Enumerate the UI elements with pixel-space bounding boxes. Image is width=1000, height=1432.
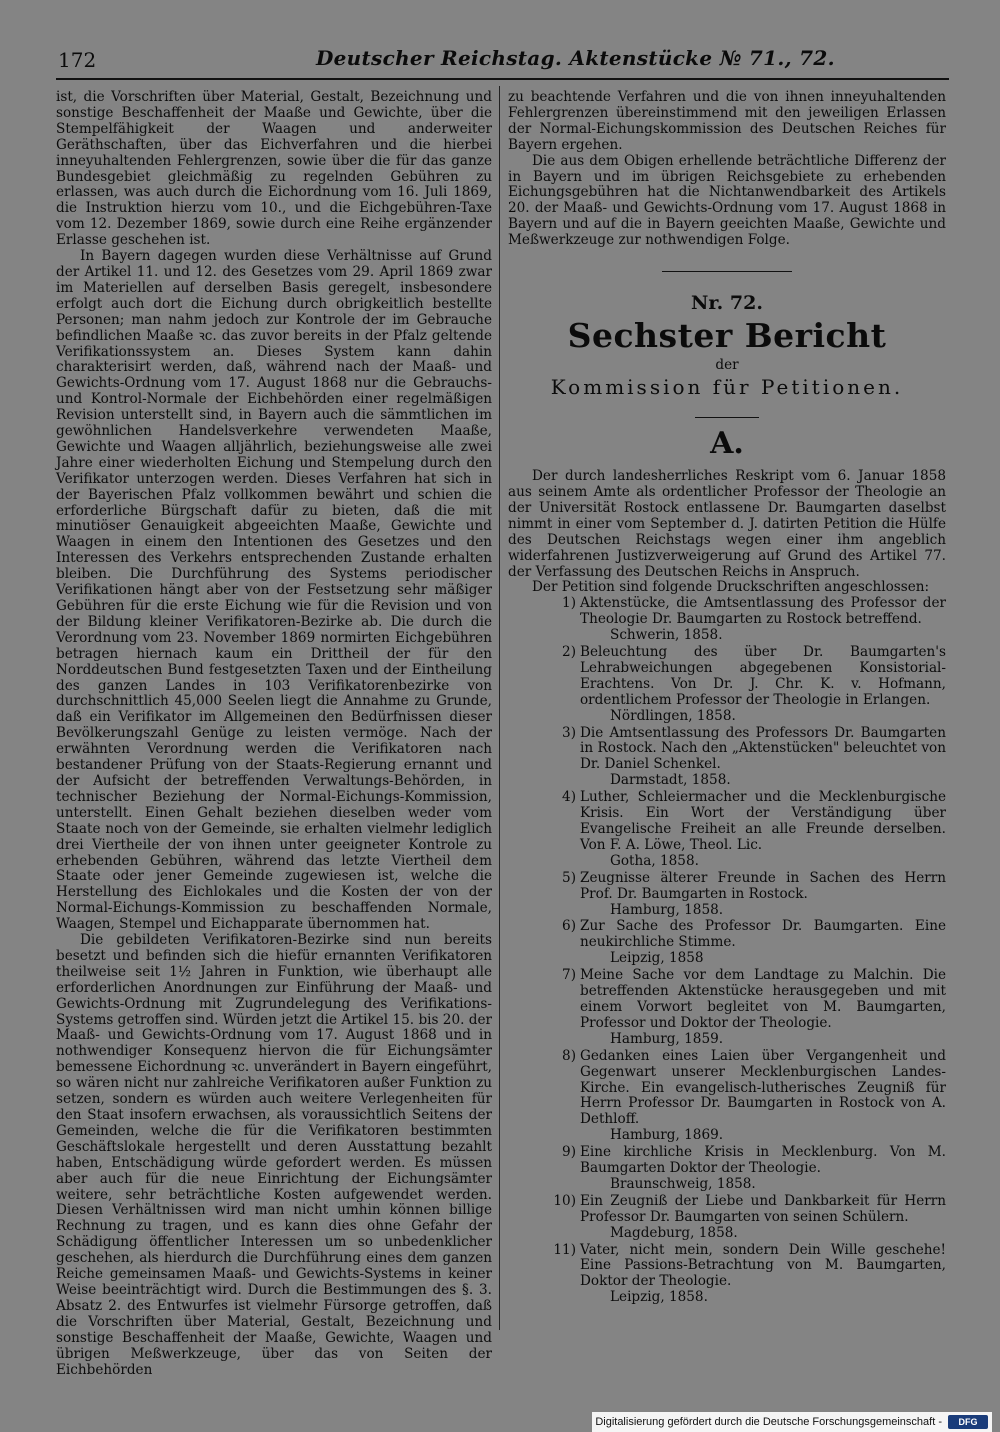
digitization-credit <box>592 1412 992 1432</box>
report-number: Nr. 72. <box>691 292 763 315</box>
list-item <box>508 1049 946 1144</box>
dfg-logo: DFG <box>948 1415 988 1429</box>
list-item-number: 5) <box>562 869 576 886</box>
column-rule <box>499 86 500 1330</box>
list-item-text: Meine Sache vor dem Landtage zu Malchin. Die betreffenden Aktenstücke herausgegeben und mit einem Vorwort begleitet von M. Baumgarten, Professor und Doktor der Theologie. <box>580 967 946 1031</box>
list-item <box>508 790 946 870</box>
report-commission: Kommission für Petitionen. <box>550 375 904 400</box>
left-paragraph-3: Die gebildeten Verifikatoren-Bezirke sind nun bereits besetzt und befinden sich die hiefür ernannten Verifikatoren theilweise seit 1½ Jahren in Funktion, wie überhaupt alle erforderlichen Anordnungen zur Einführung der Maaß- und Gewichts-Ordnung mit Zugrundelegung des Verifikations-Systems getroffen sind. Würden jetzt die Artikel 15. bis 20. der Maaß- und Gewichts-Ordnung vom 17. August 1868 und in nothwendiger Konsequenz hiervon die für Eichungsämter bemessene Eichordnung ꝛc. unverändert in Bayern eingeführt, so wären nicht nur zahlreiche Verifikatoren außer Funktion zu setzen, sondern es würden auch weitere Verlegenheiten für den Staat insofern erwachsen, als voraussichtlich Seitens der Gemeinden, welche die für die Verifikatoren bestimmten Geschäftslokale hergestellt und deren Ausstattung bezahlt haben, Entschädigung würde gefordert werden. Es müssen aber auch für die neue Einrichtung der Eichungsämter weitere, sehr beträchtliche Kosten aufgewendet werden. Diesen Verhältnissen wird man nicht umhin können billige Rechnung zu tragen, und es kann dies ohne Gefahr der Schädigung öffentlicher Interessen um so unbedenklicher geschehen, als hierdurch die Durchführung eines dem ganzen Reiche gemeinsamen Maaß- und Gewichts-Systems in keiner Weise beeinträchtigt wird. Durch die Bestimmungen des §. 3. Absatz 2. des Entwurfes ist vielmehr Fürsorge getroffen, daß die Vorschriften über Material, Gestalt, Bezeichnung und sonstige Beschaffenheit der Maaße, Gewichte, Waagen und übrigen Meßwerkzeuge, über das von Seiten der Eichbehörden <box>56 932 492 1378</box>
list-item-text: Luther, Schleiermacher und die Mecklenburgische Krisis. Ein Wort der Verständigung über Evangelische Freiheit an alle Freunde derselben. Von F. A. Löwe, Theol. Lic. <box>580 789 946 853</box>
list-item-place: Braunschweig, 1858. <box>610 1175 756 1192</box>
list-item-number: 8) <box>562 1047 576 1064</box>
list-item-number: 3) <box>562 724 576 741</box>
left-paragraph-1: ist, die Vorschriften über Material, Gestalt, Bezeichnung und sonstige Beschaffenheit der Maaße und Gewichte, über die Stempelfähigkeit der Waagen und anderweiter Geräthschaften, über das Eichverfahren und die hierbei inneyuhaltenden Fehlergrenzen, sowie über die für das ganze Bundesgebiet gleichmäßig zu regelnden Gebühren zu erlassen, was auch durch die Eichordnung vom 16. Juli 1869, die Instruktion hierzu vom 10., und die Eichgebühren-Taxe vom 12. Dezember 1869, sowie durch eine Reihe ergänzender Erlasse geschehen ist. <box>56 89 492 249</box>
list-item <box>508 968 946 1048</box>
list-item-number: 2) <box>562 644 576 661</box>
list-item-number: 7) <box>562 967 576 984</box>
list-item-number: 1) <box>562 595 576 612</box>
list-item-text: Eine kirchliche Krisis in Mecklenburg. Von M. Baumgarten Doktor der Theologie. <box>580 1144 946 1177</box>
list-item-text: Vater, nicht mein, sondern Dein Wille geschehe! Eine Passions-Betrachtung von M. Baumgarten, Doktor der Theologie. <box>580 1241 946 1290</box>
list-item-place: Hamburg, 1858. <box>610 901 724 918</box>
list-item-place: Hamburg, 1869. <box>610 1127 724 1144</box>
title-divider <box>695 417 759 418</box>
header-rule <box>56 78 949 80</box>
list-item-place: Leipzig, 1858. <box>610 1289 708 1306</box>
list-item <box>508 645 946 725</box>
list-item-place: Schwerin, 1858. <box>610 627 723 644</box>
publication-list-intro: Der Petition sind folgende Druckschriften angeschlossen: <box>532 579 930 596</box>
list-item <box>508 919 946 967</box>
page-number: 172 <box>58 48 97 72</box>
list-item <box>508 1194 946 1242</box>
list-item <box>508 596 946 644</box>
report-der: der <box>715 357 739 374</box>
page-header <box>58 44 948 74</box>
section-divider <box>662 271 792 272</box>
list-item-text: Aktenstücke, die Amtsentlassung des Professor der Theologie Dr. Baumgarten zu Rostock betreffend. <box>580 595 946 628</box>
left-column <box>56 90 492 1378</box>
list-item-number: 6) <box>562 918 576 935</box>
list-item-place: Leipzig, 1858 <box>610 950 704 967</box>
list-item-text: Die Amtsentlassung des Professors Dr. Baumgarten in Rostock. Nach den „Aktenstücken" beleuchtet von Dr. Daniel Schenkel. <box>580 724 946 773</box>
list-item-text: Beleuchtung des über Dr. Baumgarten's Lehrabweichungen abgegebenen Konsistorial-Erachtens. Von Dr. J. Chr. K. v. Hofmann, ordentlichem Professor der Theologie in Erlangen. <box>580 644 946 708</box>
publication-list <box>508 596 946 1306</box>
right-paragraph-2: Die aus dem Obigen erhellende beträchtliche Differenz der in Bayern und im übrigen Reichsgebiete zu erhebenden Eichungsgebühren hat die Nichtanwendbarkeit des Artikels 20. der Maaß- und Gewichts-Ordnung vom 17. August 1868 in Bayern und auf die in Bayern geeichten Maaße, Gewichte und Meßwerkzeuge zur nothwendigen Folge. <box>508 152 946 249</box>
left-paragraph-2: In Bayern dagegen wurden diese Verhältnisse auf Grund der Artikel 11. und 12. des Gesetzes vom 29. April 1869 zwar im Materiellen auf derselben Basis geregelt, insbesondere erfolgt auch dort die Eichung durch obrigkeitlich bestellte Personen; man nahm jedoch zur Kontrole der im Gebrauche befindlichen Maaße ꝛc. das zuvor bereits in der Pfalz geltende Verifikationssystem an. Dieses System kann dahin charakterisirt werden, daß, während nach der Maaß- und Gewichts-Ordnung vom 17. August 1868 nur die Gebrauchs- und Kontrol-Normale der Eichbehörden einer regelmäßigen Revision unterstellt sind, in Bayern auch die sämmtlichen im gewöhnlichen Handelsverkehre verwendeten Maaße, Gewichte und Waagen alljährlich, beziehungsweise alle zwei Jahre einer wiederholten Eichung und Stempelung durch den Verifikator unterzogen werden. Dieses Verfahren hat sich in der Bayerischen Pfalz vollkommen bewährt und schien die erforderliche Bürgschaft dafür zu bieten, daß die mit minutiöser Genauigkeit abgeeichten Maaße, Gewichte und Waagen in einem den Intentionen des Gesetzes und den Interessen des Verkehrs entsprechenden Zustande erhalten bleiben. Die Durchführung des Systems periodischer Verifikationen hängt aber von der Festsetzung sehr mäßiger Gebühren für die erste Eichung wie für die Revision und von der Bildung kleiner Verifikatoren-Bezirke ab. Die durch die Verordnung vom 23. November 1869 normirten Eichgebühren betragen hiernach kaum ein Drittheil der für den Norddeutschen Bund festgesetzten Taxen und der Eintheilung des ganzen Landes in 103 Verifikatorenbezirke von durchschnittlich 45,000 Seelen liegt die Annahme zu Grunde, daß ein Verifikator im Allgemeinen den Bedürfnissen dieser Bevölkerungszahl Genüge zu leisten vermöge. Nach der erwähnten Verordnung werden die Verifikatoren nach bestandener Prüfung von der Staats-Regierung ernannt und der Aufsicht der betreffenden Verwaltungs-Behörden, in technischer Beziehung der Normal-Eichungs-Kommission, unterstellt. Einen Gehalt beziehen dieselben weder vom Staate noch von der Gemeinde, sie erhalten vielmehr lediglich drei Viertheile der von ihnen unter geeigneter Kontrole zu erhebenden Gebühren, während das letzte Viertheil dem Staate oder jener Gemeinde zugewiesen ist, welche die Herstellung des Eichlokales und die Kosten der von der Normal-Eichungs-Kommission zu beschaffenden Normale, Waagen, Stempel und Eichapparate übernommen hat. <box>56 248 492 933</box>
list-item <box>508 1145 946 1193</box>
list-item-place: Magdeburg, 1858. <box>610 1224 738 1241</box>
right-paragraph-1: zu beachtende Verfahren und die von ihnen inneyuhaltenden Fehlergrenzen übereinstimmend mit den jeweiligen Erlassen der Normal-Eichungskommission des Deutschen Reiches für Bayern ergehen. <box>508 89 946 153</box>
petition-intro: Der durch landesherrliches Reskript vom 6. Januar 1858 aus seinem Amte als ordentlicher Professor der Theologie an der Universität Rostock entlassene Dr. Baumgarten daselbst nimmt in einer vom September d. J. datirten Petition die Hülfe des Deutschen Reichstags wegen einer ihm angeblich widerfahrenen Justizverweigerung auf Grund des Artikel 77. der Verfassung des Deutschen Reichs in Anspruch. <box>508 468 946 580</box>
credit-text: Digitalisierung gefördert durch die Deutsche Forschungsgemeinschaft - <box>595 1416 942 1428</box>
list-item-text: Gedanken eines Laien über Vergangenheit und Gegenwart unserer Mecklenburgischen Landes-Kirche. Ein evangelisch-lutherisches Zeugniß für Herrn Professor Dr. Baumgarten in Rostock von A. Dethloff. <box>580 1047 946 1128</box>
list-item-place: Darmstadt, 1858. <box>610 772 731 789</box>
report-title: Sechster Bericht <box>567 316 887 356</box>
list-item-place: Gotha, 1858. <box>610 852 699 869</box>
list-item-number: 10) <box>553 1192 576 1209</box>
list-item-number: 4) <box>562 789 576 806</box>
section-letter: A. <box>710 426 744 462</box>
list-item-text: Zeugnisse älterer Freunde in Sachen des Herrn Prof. Dr. Baumgarten in Rostock. <box>580 869 946 902</box>
list-item-text: Ein Zeugniß der Liebe und Dankbarkeit für Herrn Professor Dr. Baumgarten von seinen Schülern. <box>580 1192 946 1225</box>
list-item-number: 9) <box>562 1144 576 1161</box>
list-item <box>508 726 946 790</box>
list-item-place: Hamburg, 1859. <box>610 1030 724 1047</box>
list-item-number: 11) <box>553 1241 576 1258</box>
list-item-text: Zur Sache des Professor Dr. Baumgarten. Eine neukirchliche Stimme. <box>580 918 946 951</box>
list-item <box>508 871 946 919</box>
list-item <box>508 1243 946 1307</box>
list-item-place: Nördlingen, 1858. <box>610 707 736 724</box>
running-title: Deutscher Reichstag. Aktenstücke № 71., 72. <box>316 46 835 70</box>
right-column <box>508 90 946 1307</box>
